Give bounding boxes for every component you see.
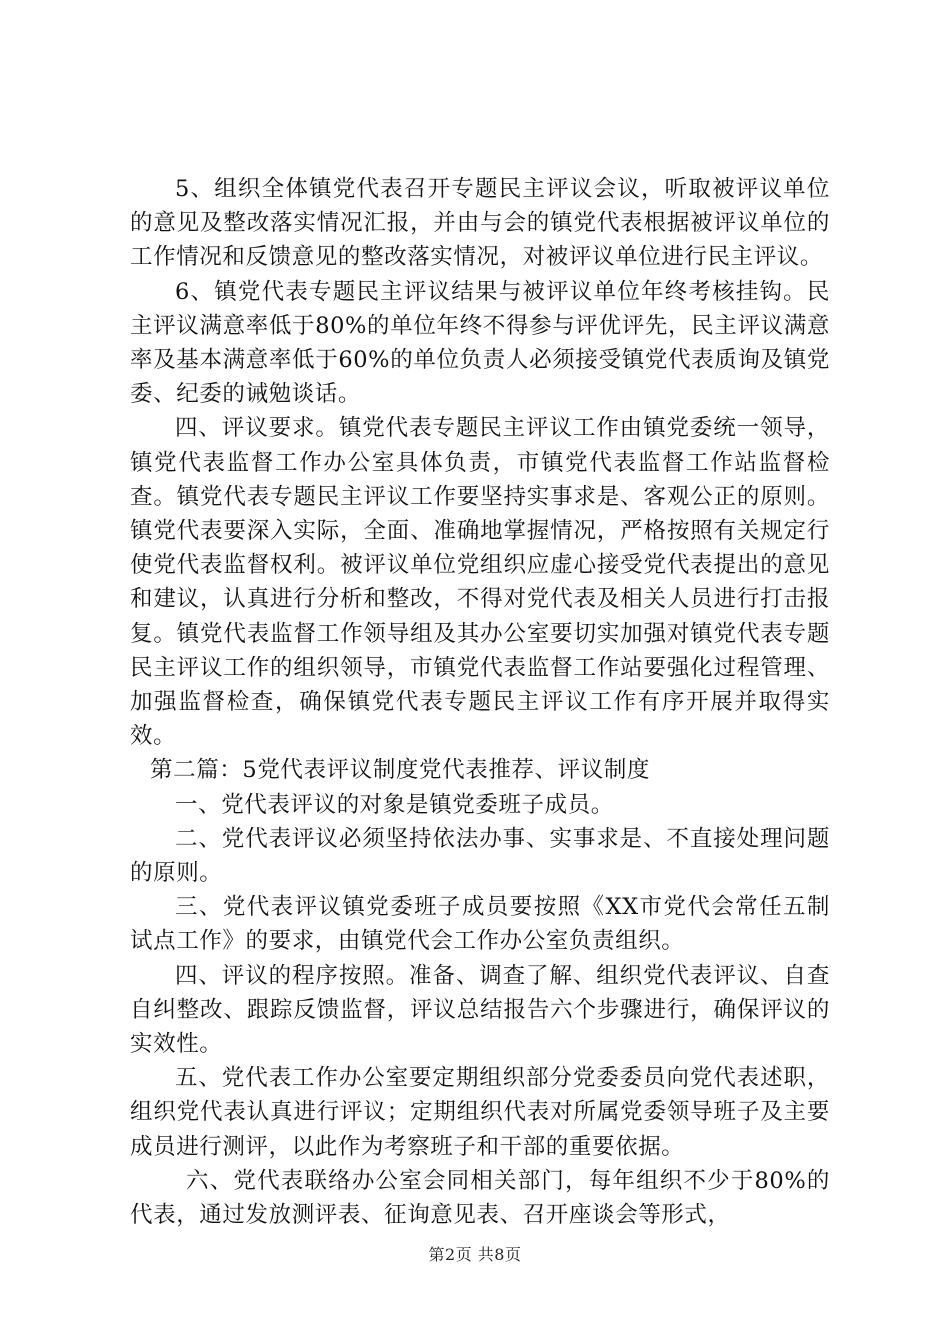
paragraph-review-requirements: 四、评议要求。镇党代表专题民主评议工作由镇党委统一领导，镇党代表监督工作办公室具体负责，市镇党代表监督工作站监督检查。镇党代表专题民主评议工作要坚持实事求是、客观公正的原则。镇党代表要深入实际，全面、准确地掌握情况，严格按照有关规定行使党代表监督权利。被评议单位党组织应虚心接受党代表提出的意见和建议，认真进行分析和整改，不得对党代表及相关人员进行打击报复。镇党代表监督工作领导组及其办公室要切实加强对镇党代表专题民主评议工作的组织领导，市镇党代表监督工作站要强化过程管理、加强监督检查，确保镇党代表专题民主评议工作有序开展并取得实效。 — [130, 415, 830, 750]
section-heading-part-two: 第二篇：5党代表评议制度党代表推荐、评议制度 — [150, 757, 651, 784]
page-number-footer: 第2页 共8页 — [428, 1245, 522, 1264]
paragraph-rule-1: 一、党代表评议的对象是镇党委班子成员。 — [175, 791, 614, 818]
paragraph-item-6: 6、镇党代表专题民主评议结果与被评议单位年终考核挂钩。民主评议满意率低于80%的单位年终不得参与评优评先，民主评议满意率及基本满意率低于60%的单位负责人必须接受镇党代表质询及镇党委、纪委的诫勉谈话。 — [130, 278, 830, 408]
paragraph-rule-6: 六、党代表联络办公室会同相关部门，每年组织不少于80%的代表，通过发放测评表、征询意见表、召开座谈会等形式， — [130, 1167, 830, 1229]
paragraph-rule-2: 二、党代表评议必须坚持依法办事、实事求是、不直接处理问题的原则。 — [130, 825, 830, 887]
paragraph-rule-5: 五、党代表工作办公室要定期组织部分党委委员向党代表述职，组织党代表认真进行评议；定期组织代表对所属党委领导班子及主要成员进行测评，以此作为考察班子和干部的重要依据。 — [130, 1065, 830, 1160]
paragraph-rule-3: 三、党代表评议镇党委班子成员要按照《XX市党代会常任五制试点工作》的要求，由镇党代会工作办公室负责组织。 — [130, 894, 830, 955]
paragraph-rule-4: 四、评议的程序按照。准备、调查了解、组织党代表评议、自查自纠整改、跟踪反馈监督，评议总结报告六个步骤进行，确保评议的实效性。 — [130, 962, 830, 1058]
document-body — [130, 172, 830, 1232]
paragraph-item-5: 5、组织全体镇党代表召开专题民主评议会议，听取被评议单位的意见及整改落实情况汇报，并由与会的镇党代表根据被评议单位的工作情况和反馈意见的整改落实情况，对被评议单位进行民主评议。 — [130, 176, 830, 271]
